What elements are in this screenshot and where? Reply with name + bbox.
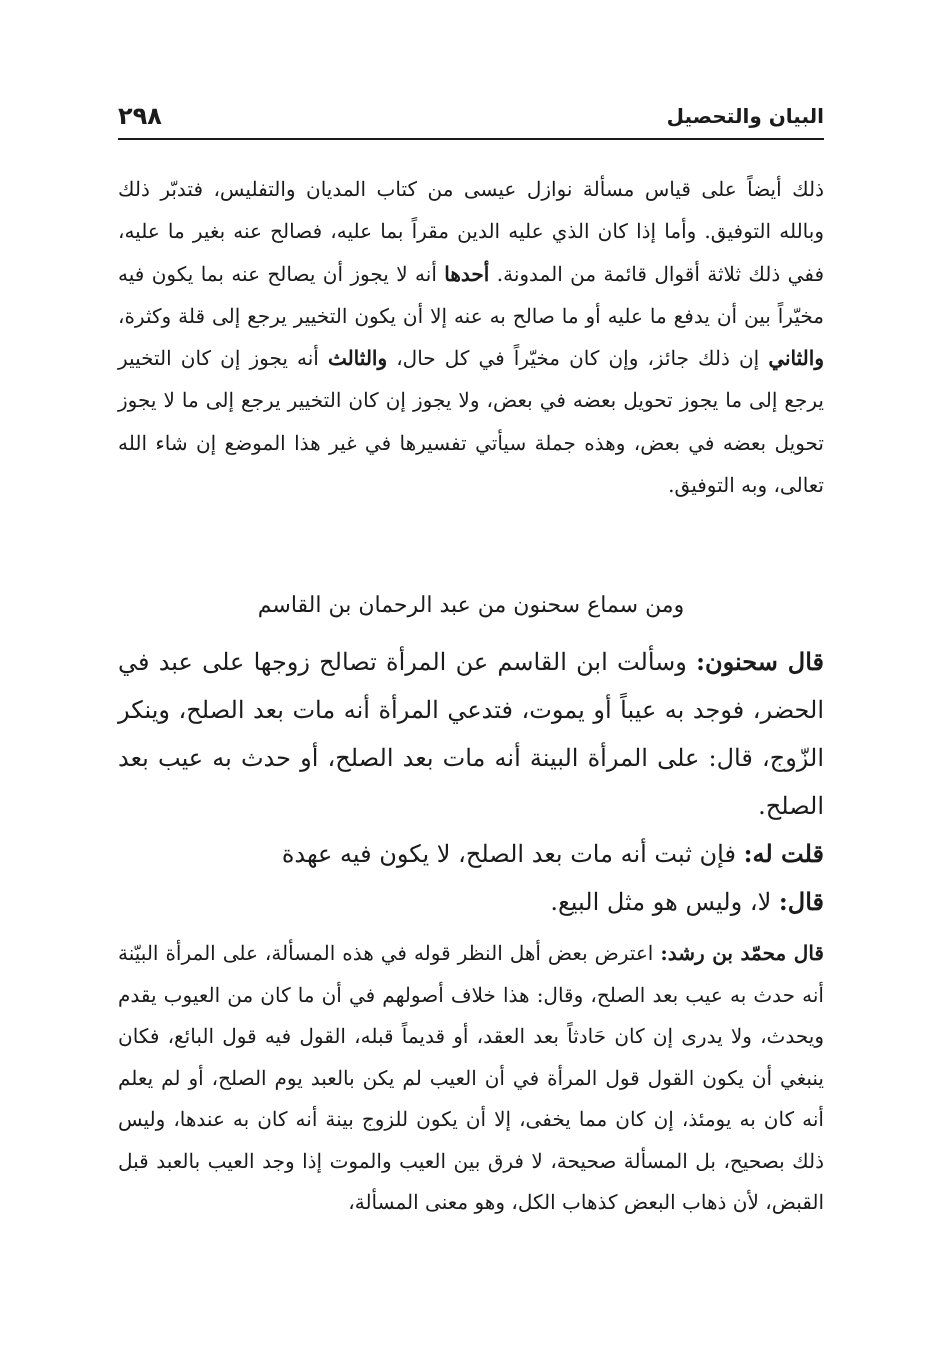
answer-lead: قال: bbox=[778, 887, 824, 916]
first-opinion-label: أحدها bbox=[444, 261, 490, 286]
follow-up-lead: قلت له: bbox=[743, 839, 824, 868]
page-header bbox=[118, 98, 824, 134]
intro-text-3: إن ذلك جائز، وإن كان مخيّراً في كل حال، bbox=[396, 346, 760, 371]
answer-text: لا، وليس هو مثل البيع. bbox=[550, 888, 772, 916]
intro-text-2: أنه لا يجوز أن يصالح عنه بما يكون فيه مخيّراً بين أن يدفع ما عليه أو ما صالح به عنه إلا أن يكون التخيير يرجع إلى قلة وكثرة، bbox=[118, 261, 824, 328]
running-title: البيان والتحصيل bbox=[666, 104, 824, 128]
question-text: وسألت ابن القاسم عن المرأة تصالح زوجها على عبد في الحضر، فوجد به عيباً أو يموت، فتدعي المرأة أنه مات بعد الصلح، وينكر الزّوج، قال: على المرأة البينة أنه مات بعد الصلح، أو حدث به عيب بعد الصلح. bbox=[118, 648, 825, 820]
follow-up-paragraph bbox=[118, 830, 854, 926]
question-paragraph bbox=[118, 638, 854, 830]
intro-paragraph bbox=[118, 168, 824, 506]
third-opinion-label: والثالث bbox=[327, 346, 388, 371]
page-number: ٢٩٨ bbox=[118, 102, 162, 130]
header-rule bbox=[118, 138, 824, 140]
question-lead: قال سحنون: bbox=[696, 647, 824, 676]
section-heading: ومن سماع سحنون من عبد الرحمان بن القاسم bbox=[257, 593, 685, 618]
commentary-lead: قال محمّد بن رشد: bbox=[660, 941, 824, 965]
intro-text-1: ذلك أيضاً على قياس مسألة نوازل عيسى من كتاب المديان والتفليس، فتدبّر ذلك وبالله التوفيق. وأما إذا كان الذي عليه الدين مقراً بما عليه، فصالح عنه بغير ما عليه، ففي ذلك ثلاثة أقوال قائمة من المدونة. bbox=[118, 177, 825, 286]
intro-text-4: أنه يجوز إن كان التخيير يرجع إلى ما يجوز تحويل بعضه في بعض، ولا يجوز إن كان التخيير يرجع إلى ما لا يجوز تحويل بعضه في بعض، وهذه جملة سيأتي تفسيرها في غير هذا الموضع إن شاء الله تعالى، وبه التوفيق. bbox=[118, 346, 824, 498]
commentary-text: اعترض بعض أهل النظر قوله في هذه المسألة، على المرأة البيّنة أنه حدث به عيب بعد الصلح، وقال: هذا خلاف أصولهم في أن ما كان من العيوب يقدم ويحدث، ولا يدرى إن كان حَادثاً بعد العقد، أو قديماً قبله، القول فيه قول البائع، فكان ينبغي أن يكون القول قول المرأة في أن العيب لم يكن بالعبد يوم الصلح، أو لم يعلم أنه كان به يومئذ، إن كان مما يخفى، إلا أن يكون للزوج بينة أنه كان به عندها، وليس ذلك بصحيح، بل المسألة صحيحة، لا فرق بين العيب والموت إذا وجد العيب بالعبد قبل القبض، لأن ذهاب البعض كذهاب الكل، وهو معنى المسألة، bbox=[118, 941, 825, 1214]
second-opinion-label: والثاني bbox=[768, 346, 824, 371]
commentary-paragraph bbox=[118, 933, 854, 1224]
follow-up-text: فإن ثبت أنه مات بعد الصلح، لا يكون فيه عهدة bbox=[281, 840, 736, 868]
